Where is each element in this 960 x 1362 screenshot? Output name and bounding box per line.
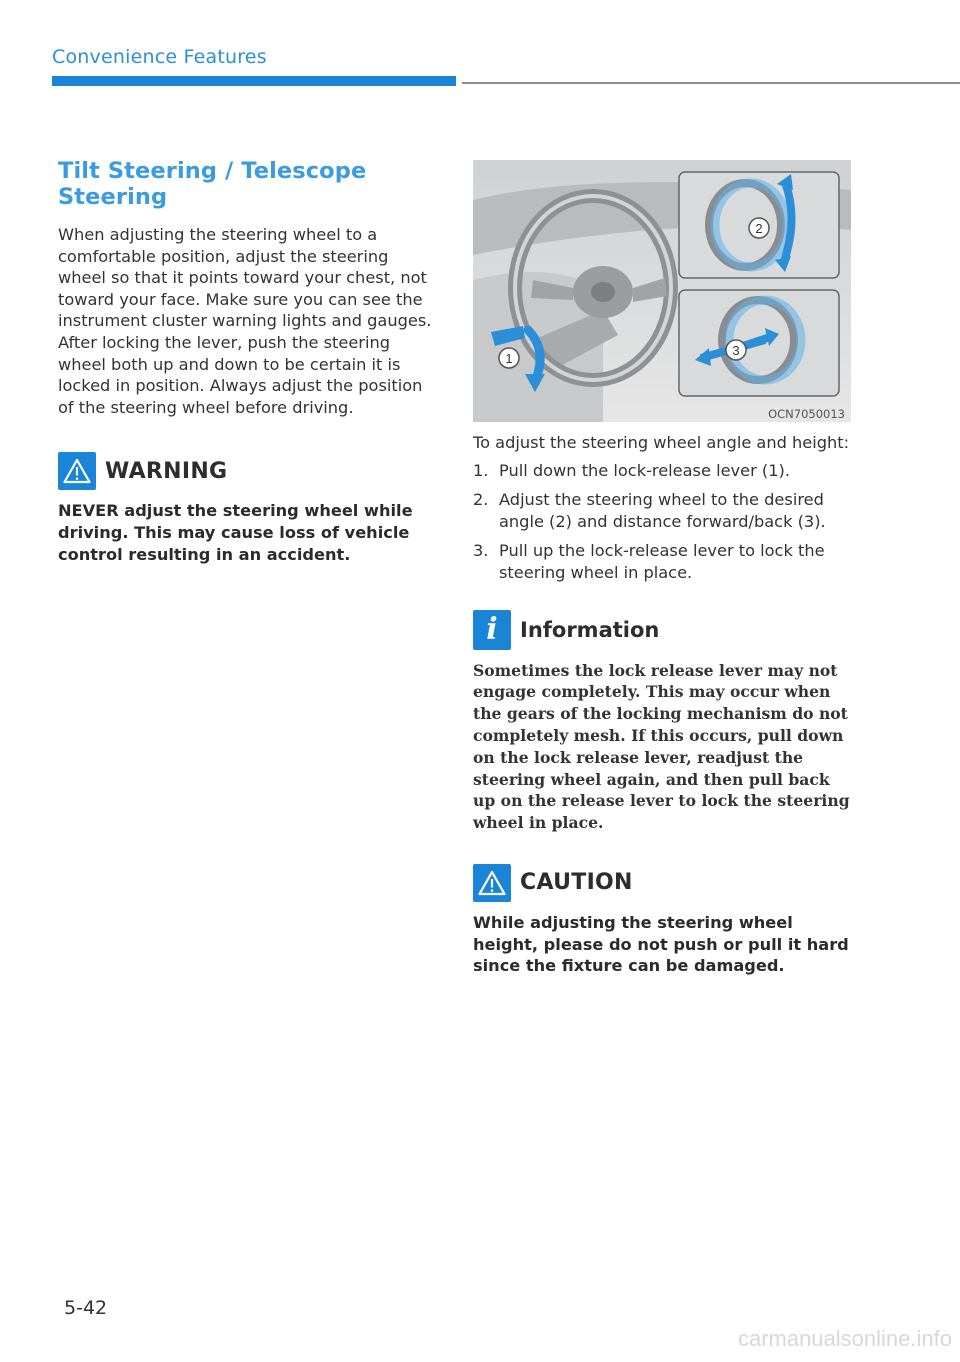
list-item: 1. Pull down the lock-release lever (1). [473,460,790,480]
right-column [473,160,851,977]
section-title: Tilt Steering / Telescope Steering [58,158,367,210]
list-item: 3. Pull up the lock-release lever to lock the steering wheel in place. [473,541,825,582]
steering-adjustment-illustration [473,160,851,422]
header-accent-bar [52,76,456,86]
caution-text: While adjusting the steering wheel height, please do not push or pull it hard since the fixture can be damaged. [473,912,849,976]
warning-triangle-icon [473,864,511,902]
warning-triangle-icon [58,452,96,490]
callout-3: 3 [732,343,740,358]
callout-2: 2 [755,221,763,236]
warning-heading [58,452,440,490]
information-heading [473,610,851,650]
steering-wheel-drawing [473,160,851,422]
header-rule [462,82,960,84]
callout-1: 1 [505,351,513,366]
information-text: Sometimes the lock release lever may not engage completely. This may occur when the gears of the locking mechanism do not completely mesh. If this occurs, pull down on the lock release lever, readjust the steering wheel again, and then pull back up on the release lever to lock the steering wheel in place. [473,660,850,833]
info-icon: i [473,610,511,650]
left-column [58,158,440,565]
warning-label: WARNING [105,458,228,484]
instructions-intro: To adjust the steering wheel angle and height: [473,433,850,452]
figure-code: OCN7050013 [768,407,845,421]
page-number: 5-42 [64,1297,108,1319]
warning-text: NEVER adjust the steering wheel while driving. This may cause loss of vehicle control resulting in an accident. [58,501,413,564]
information-label: Information [520,617,660,642]
caution-label: CAUTION [520,870,633,896]
caution-heading [473,864,851,902]
section-body: When adjusting the steering wheel to a comfortable position, adjust the steering wheel so that it points toward your chest, not toward your face. Make sure you can see the instrument cluster warning lights and gauges. After locking the lever, push the steering wheel both up and down to be certain it is locked in position. Always adjust the position of the steering wheel before driving. [58,225,432,417]
running-header: Convenience Features [52,46,267,68]
instruction-list [473,460,851,584]
watermark: carmanualsonline.info [737,1326,952,1351]
list-item: 2. Adjust the steering wheel to the desired angle (2) and distance forward/back (3). [473,490,826,531]
